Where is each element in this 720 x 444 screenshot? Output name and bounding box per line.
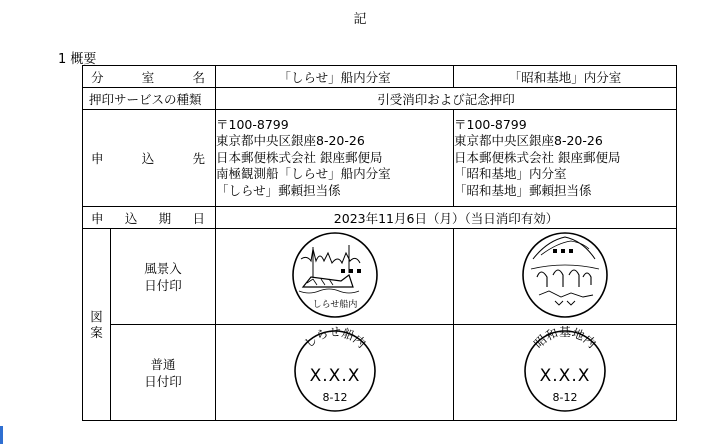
svg-text:しらせ船内 [301, 326, 369, 351]
apply-row [83, 110, 677, 207]
address-line: 「しらせ」郵頼担当係 [216, 182, 341, 198]
apply-shirase [216, 110, 454, 207]
design-label [83, 229, 111, 421]
postmark-time: 8-12 [322, 391, 347, 404]
showa-scenic-stamp [454, 229, 677, 325]
stamp-text: しらせ船内 [312, 300, 357, 310]
svg-text:昭和基地内 [531, 326, 599, 351]
deadline-char: 込 [124, 210, 138, 226]
apply-char: 申 [91, 151, 104, 166]
deadline-value: 2023年11月6日（月）（当日消印有効） [216, 207, 677, 229]
postmark-name: しらせ船内 [300, 326, 369, 351]
service-value: 引受消印および記念押印 [216, 88, 677, 110]
kind-line: 日付印 [144, 373, 182, 389]
postmark-time: 8-12 [552, 391, 578, 404]
shirase-scenic-stamp [216, 229, 454, 325]
address-line: 南極観測船「しらせ」船内分室 [216, 166, 391, 182]
scenic-label [111, 229, 216, 325]
showa-regular-stamp [454, 325, 677, 421]
overview-table [82, 65, 677, 421]
address-line: 東京都中央区銀座8-20-26 [454, 133, 603, 149]
address-line: 「昭和基地」郵頼担当係 [454, 182, 592, 198]
design-char: 図 [90, 308, 103, 324]
apply-char: 込 [141, 151, 155, 166]
address-line: 「昭和基地」内分室 [454, 166, 567, 182]
header-char: 分 [91, 69, 104, 85]
section-title: 1 概要 [58, 52, 97, 67]
postmark-name: 昭和基地内 [531, 326, 599, 351]
scenic-row [83, 229, 677, 325]
service-row [83, 88, 677, 110]
kind-line: 風景入 [144, 260, 182, 276]
apply-showa [454, 110, 677, 207]
deadline-char: 日 [192, 210, 205, 226]
apply-label [83, 110, 216, 207]
address-line: 〒100-8799 [216, 116, 289, 132]
deadline-label [83, 207, 216, 229]
header-shirase: 「しらせ」船内分室 [216, 66, 454, 88]
service-label: 押印サービスの種類 [83, 88, 216, 110]
kind-line: 普通 [150, 356, 176, 372]
header-showa: 「昭和基地」内分室 [454, 66, 677, 88]
edge-marker [0, 426, 3, 444]
header-char: 名 [192, 69, 206, 85]
kind-line: 日付印 [144, 277, 182, 293]
shirase-ship-stamp-icon [289, 229, 381, 321]
postmark-date: X.X.X [309, 366, 360, 386]
showa-base-stamp-icon [519, 229, 611, 321]
header-row [83, 66, 677, 88]
header-char: 室 [141, 69, 155, 85]
header-room-name [83, 66, 216, 88]
shirase-regular-stamp [216, 325, 454, 421]
heading-ki: 記 [353, 12, 367, 27]
apply-char: 先 [192, 151, 206, 166]
design-char: 案 [90, 324, 103, 340]
address-line: 東京都中央区銀座8-20-26 [216, 133, 365, 149]
regular-label [111, 325, 216, 421]
deadline-char: 期 [158, 210, 172, 226]
address-line: 日本郵便株式会社 銀座郵便局 [454, 149, 621, 165]
deadline-char: 申 [91, 210, 104, 226]
regular-row [83, 325, 677, 421]
shirase-postmark-icon [290, 326, 380, 416]
address-line: 日本郵便株式会社 銀座郵便局 [216, 149, 383, 165]
showa-postmark-icon [520, 326, 610, 416]
deadline-row [83, 207, 677, 229]
postmark-date: X.X.X [539, 366, 591, 386]
address-line: 〒100-8799 [454, 116, 527, 132]
